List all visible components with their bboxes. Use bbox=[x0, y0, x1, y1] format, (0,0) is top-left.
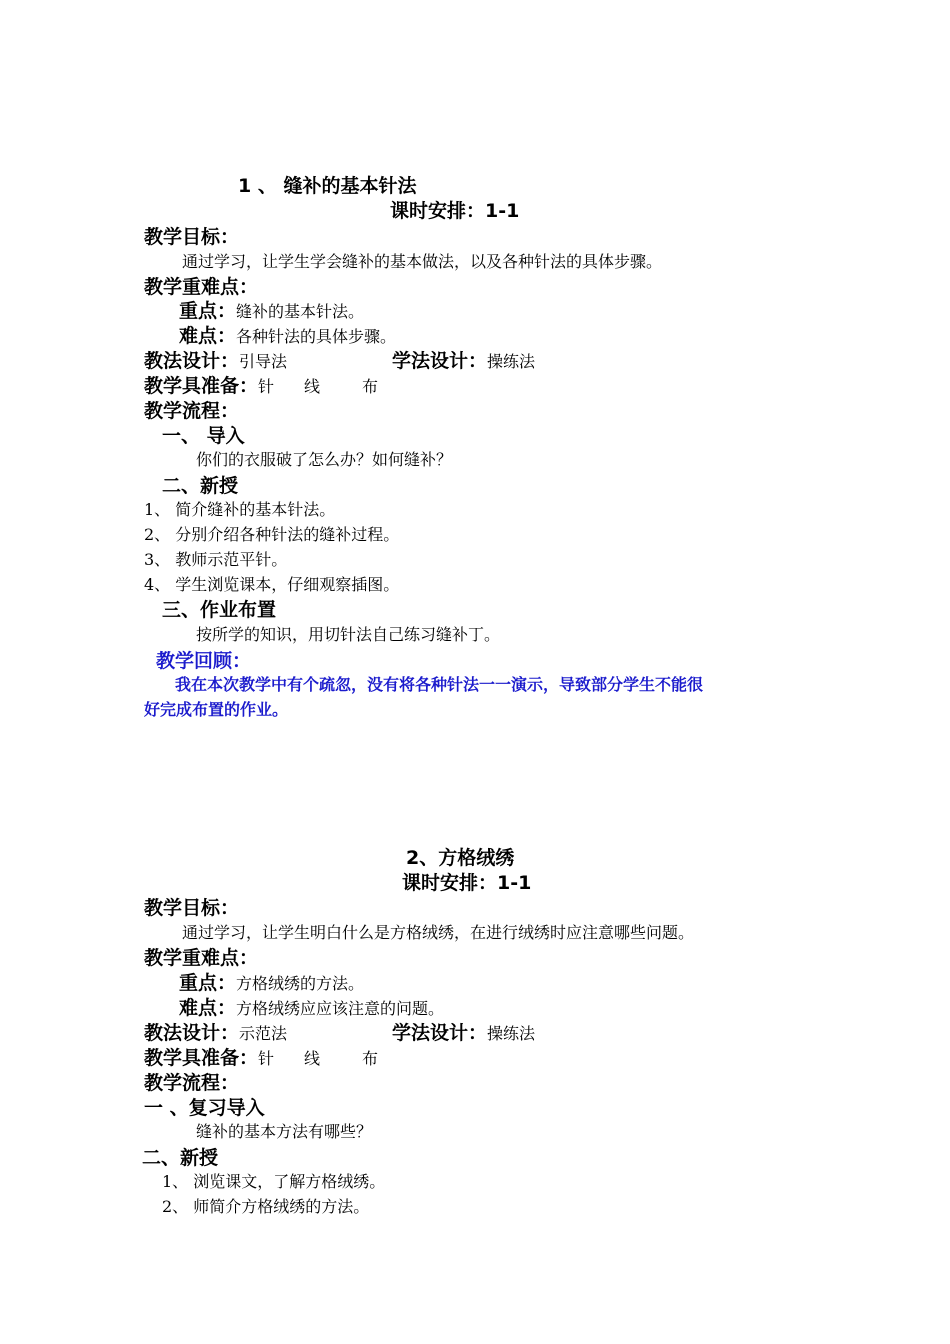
method-label: 教法设计： bbox=[144, 1022, 240, 1044]
lesson-1-difficulty bbox=[179, 327, 396, 346]
tool-cloth: 布 bbox=[362, 1049, 379, 1068]
lesson-1-key-point bbox=[179, 302, 364, 321]
difficulty-label: 难点： bbox=[179, 997, 237, 1019]
lesson-2-difficulty bbox=[179, 999, 444, 1018]
lesson-2-method bbox=[144, 1024, 287, 1043]
tool-thread: 线 bbox=[304, 1049, 321, 1068]
list-item: 2、 师简介方格绒绣的方法。 bbox=[162, 1197, 370, 1216]
method-text: 示范法 bbox=[239, 1024, 288, 1043]
lesson-2-key-point bbox=[179, 974, 364, 993]
lesson-2-step1-text: 缝补的基本方法有哪些？ bbox=[196, 1122, 373, 1141]
difficulty-text: 方格绒绣应应该注意的问题。 bbox=[236, 999, 445, 1018]
lesson-1-step2-title: 二、新授 bbox=[162, 475, 239, 497]
key-point-label: 重点： bbox=[179, 972, 237, 994]
tool-needle: 针 bbox=[258, 377, 275, 396]
difficulty-label: 难点： bbox=[179, 325, 237, 347]
lesson-1-step1-text: 你们的衣服破了怎么办？如何缝补？ bbox=[196, 450, 453, 469]
study-label: 学法设计： bbox=[392, 1022, 488, 1044]
lesson-1-title: 1 、 缝补的基本针法 bbox=[238, 175, 417, 197]
lesson-2-schedule: 课时安排：1-1 bbox=[402, 872, 532, 894]
lesson-1-step3-title: 三、作业布置 bbox=[162, 599, 277, 621]
lesson-1-review-label: 教学回顾： bbox=[156, 650, 252, 672]
tools-label: 教学具准备： bbox=[144, 375, 259, 397]
lesson-2-study bbox=[392, 1024, 535, 1043]
lesson-1-goal-text: 通过学习，让学生学会缝补的基本做法，以及各种针法的具体步骤。 bbox=[182, 252, 663, 271]
lesson-2-key-label: 教学重难点： bbox=[144, 947, 259, 969]
list-item: 1、 浏览课文，了解方格绒绣。 bbox=[162, 1172, 386, 1191]
lesson-1-review-line-2: 好完成布置的作业。 bbox=[144, 700, 289, 719]
list-item: 4、 学生浏览课本，仔细观察插图。 bbox=[144, 575, 400, 594]
method-label: 教法设计： bbox=[144, 350, 240, 372]
list-item: 2、 分别介绍各种针法的缝补过程。 bbox=[144, 525, 400, 544]
tool-thread: 线 bbox=[304, 377, 321, 396]
key-point-label: 重点： bbox=[179, 300, 237, 322]
key-point-text: 方格绒绣的方法。 bbox=[236, 974, 365, 993]
lesson-2-flow-label: 教学流程： bbox=[144, 1072, 240, 1094]
tools-label: 教学具准备： bbox=[144, 1047, 259, 1069]
lesson-1-step3-text: 按所学的知识，用切针法自己练习缝补丁。 bbox=[196, 625, 501, 644]
lesson-1-review-line-1: 我在本次教学中有个疏忽，没有将各种针法一一演示，导致部分学生不能很 bbox=[175, 675, 704, 694]
lesson-2-step1-title: 一 、复习导入 bbox=[144, 1097, 265, 1119]
lesson-1-study bbox=[392, 352, 535, 371]
lesson-2-tools bbox=[144, 1049, 378, 1068]
study-text: 操练法 bbox=[487, 352, 536, 371]
tool-needle: 针 bbox=[258, 1049, 275, 1068]
list-item: 3、 教师示范平针。 bbox=[144, 550, 288, 569]
lesson-1-tools bbox=[144, 377, 378, 396]
lesson-2-goal-text: 通过学习，让学生明白什么是方格绒绣，在进行绒绣时应注意哪些问题。 bbox=[182, 923, 695, 942]
lesson-1-schedule: 课时安排：1-1 bbox=[390, 200, 520, 222]
lesson-1-step1-title: 一、 导入 bbox=[162, 425, 245, 447]
lesson-1-goal-label: 教学目标： bbox=[144, 226, 240, 248]
lesson-1-flow-label: 教学流程： bbox=[144, 400, 240, 422]
difficulty-text: 各种针法的具体步骤。 bbox=[236, 327, 397, 346]
lesson-1-key-label: 教学重难点： bbox=[144, 276, 259, 298]
lesson-2-goal-label: 教学目标： bbox=[144, 897, 240, 919]
tool-cloth: 布 bbox=[362, 377, 379, 396]
study-label: 学法设计： bbox=[392, 350, 488, 372]
list-item: 1、 简介缝补的基本针法。 bbox=[144, 500, 336, 519]
lesson-2-step2-title: 二、新授 bbox=[142, 1147, 219, 1169]
method-text: 引导法 bbox=[239, 352, 288, 371]
study-text: 操练法 bbox=[487, 1024, 536, 1043]
key-point-text: 缝补的基本针法。 bbox=[236, 302, 365, 321]
lesson-1-method bbox=[144, 352, 287, 371]
lesson-2-title: 2、方格绒绣 bbox=[406, 847, 515, 869]
